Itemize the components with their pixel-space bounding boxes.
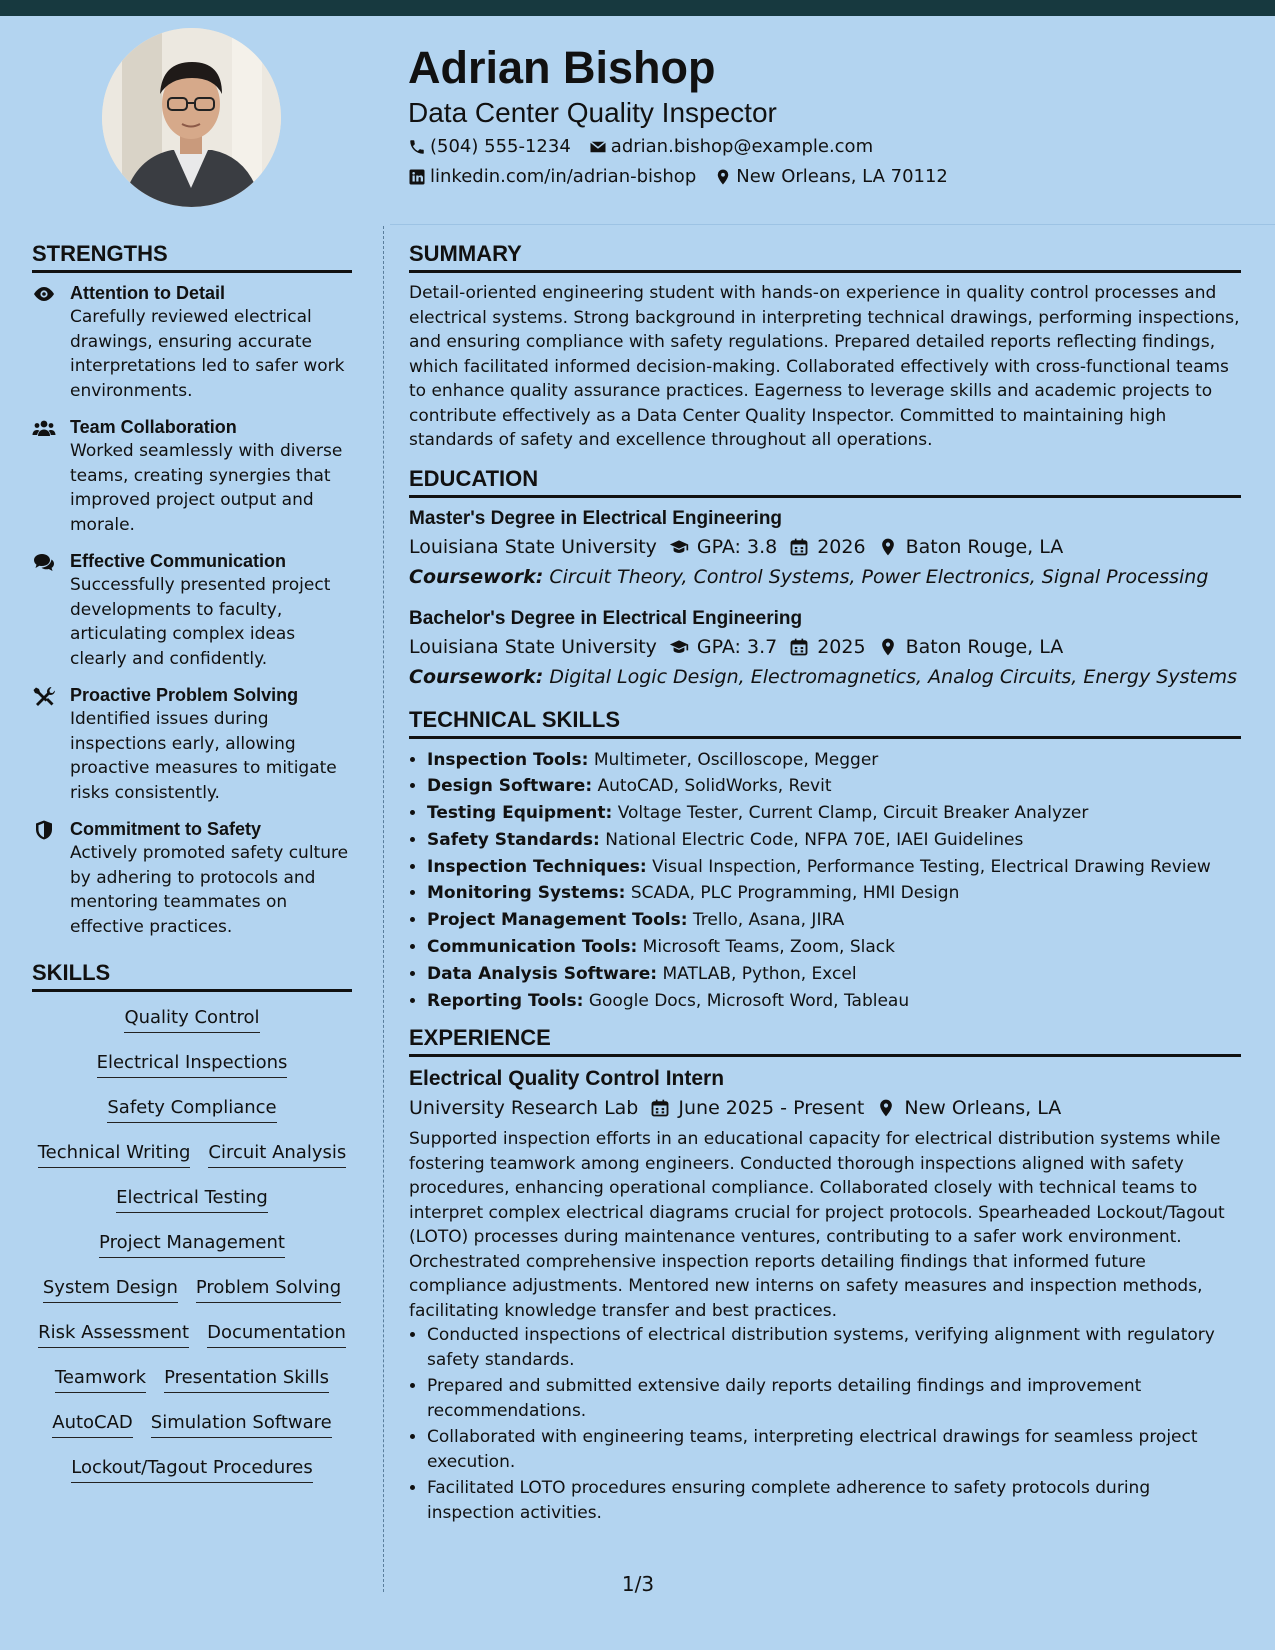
experience-bullet: • Prepared and submitted extensive daily reports detailing findings and improvement recommendations. xyxy=(427,1374,1241,1423)
skill-row xyxy=(32,1231,352,1276)
contact-row-2 xyxy=(408,164,1248,190)
technical-skill-label: Design Software: xyxy=(427,776,593,797)
strength-description: Successfully presented project developments to faculty, articulating complex ideas clearly and confidently. xyxy=(70,575,331,669)
strength-item xyxy=(32,549,352,671)
resume-header xyxy=(408,40,1248,190)
map-pin-icon xyxy=(876,1098,896,1118)
calendar-icon xyxy=(789,637,809,657)
school-location xyxy=(878,532,1064,562)
technical-skill-label: Project Management Tools: xyxy=(427,910,688,931)
skill-tag: Lockout/Tagout Procedures xyxy=(71,1456,312,1483)
year-text: 2026 xyxy=(817,535,866,558)
organization: University Research Lab xyxy=(409,1097,639,1120)
skill-row xyxy=(32,1096,352,1141)
graduation-year xyxy=(789,632,865,662)
strength-description: Worked seamlessly with diverse teams, creating synergies that improved project output and morale. xyxy=(70,441,343,535)
skill-tag: Documentation xyxy=(207,1321,346,1348)
education-meta xyxy=(409,532,1241,562)
strength-title: Team Collaboration xyxy=(70,417,237,437)
location-text: New Orleans, LA xyxy=(904,1097,1062,1120)
strength-title: Proactive Problem Solving xyxy=(70,685,299,705)
degree-title: Bachelor's Degree in Electrical Engineering xyxy=(409,607,803,629)
contact-linkedin xyxy=(408,164,696,190)
strength-body xyxy=(70,281,352,403)
technical-skill-value: SCADA, PLC Programming, HMI Design xyxy=(630,883,960,904)
technical-skill-item xyxy=(427,747,1241,774)
technical-skill-label: Monitoring Systems: xyxy=(427,883,626,904)
gpa xyxy=(669,532,777,562)
strength-item xyxy=(32,683,352,805)
skill-row xyxy=(32,1006,352,1051)
coursework-label: Coursework: xyxy=(409,565,544,588)
technical-skill-label: Inspection Tools: xyxy=(427,749,589,770)
graduation-cap-icon xyxy=(669,637,689,657)
header-divider xyxy=(390,224,1275,225)
job-title: Data Center Quality Inspector xyxy=(408,97,777,128)
year-text: 2025 xyxy=(817,635,866,658)
column-divider xyxy=(383,226,384,1592)
calendar-icon xyxy=(650,1098,670,1118)
position-title: Electrical Quality Control Intern xyxy=(409,1067,725,1091)
strength-body xyxy=(70,817,352,939)
shield-icon xyxy=(32,817,70,939)
skill-tag: Quality Control xyxy=(124,1006,259,1033)
experience-list xyxy=(409,1065,1241,1525)
skill-tag: Technical Writing xyxy=(38,1141,191,1168)
candidate-name: Adrian Bishop xyxy=(408,42,716,93)
skill-tag: Circuit Analysis xyxy=(208,1141,346,1168)
technical-skills-heading: TECHNICAL SKILLS xyxy=(409,706,1241,739)
technical-skill-label: Data Analysis Software: xyxy=(427,963,658,984)
users-icon xyxy=(32,415,70,537)
coursework-list: Circuit Theory, Control Systems, Power Electronics, Signal Processing xyxy=(549,565,1209,588)
technical-skill-item xyxy=(427,854,1241,881)
gpa-text: GPA: 3.7 xyxy=(696,635,778,658)
profile-photo xyxy=(102,28,281,207)
calendar-icon xyxy=(789,537,809,557)
profile-photo-illustration xyxy=(102,28,281,207)
skill-tag: Presentation Skills xyxy=(164,1366,329,1393)
technical-skill-item xyxy=(427,988,1241,1015)
contact-phone xyxy=(408,134,571,160)
skill-row xyxy=(32,1186,352,1231)
technical-skill-item xyxy=(427,880,1241,907)
location-text: Baton Rouge, LA xyxy=(905,635,1064,658)
degree-title: Master's Degree in Electrical Engineering xyxy=(409,507,783,529)
email-link[interactable]: adrian.bishop@example.com xyxy=(610,136,874,157)
skill-tag: Simulation Software xyxy=(151,1411,332,1438)
technical-skill-label: Reporting Tools: xyxy=(427,990,584,1011)
skill-row xyxy=(32,1321,352,1366)
eye-icon xyxy=(32,281,70,403)
strength-item xyxy=(32,281,352,403)
strength-body xyxy=(70,549,352,671)
map-pin-icon xyxy=(878,537,898,557)
experience-bullet: • Facilitated LOTO procedures ensuring complete adherence to safety protocols during inspection activities. xyxy=(427,1476,1241,1525)
school-name: Louisiana State University xyxy=(409,535,657,558)
experience-bullet: • Conducted inspections of electrical distribution systems, verifying alignment with regulatory safety standards. xyxy=(427,1323,1241,1372)
graduation-cap-icon xyxy=(669,537,689,557)
linkedin-link[interactable]: linkedin.com/in/adrian-bishop xyxy=(430,166,697,187)
strengths-list xyxy=(32,281,352,939)
coursework-label: Coursework: xyxy=(409,665,544,688)
education-entry xyxy=(409,606,1241,692)
technical-skill-item xyxy=(427,907,1241,934)
location-text: Baton Rouge, LA xyxy=(905,535,1064,558)
date-range xyxy=(650,1093,864,1123)
skill-tag: Teamwork xyxy=(55,1366,146,1393)
skill-row xyxy=(32,1366,352,1411)
tools-icon xyxy=(32,683,70,805)
technical-skill-label: Testing Equipment: xyxy=(427,803,613,824)
coursework-list: Digital Logic Design, Electromagnetics, Analog Circuits, Energy Systems xyxy=(549,665,1238,688)
strength-body xyxy=(70,415,352,537)
top-bar xyxy=(0,0,1275,16)
school-name: Louisiana State University xyxy=(409,635,657,658)
strength-item xyxy=(32,817,352,939)
strength-body xyxy=(70,683,352,805)
strength-title: Commitment to Safety xyxy=(70,819,262,839)
technical-skill-value: Visual Inspection, Performance Testing, Electrical Drawing Review xyxy=(652,856,1211,877)
skill-row xyxy=(32,1276,352,1321)
strength-description: Carefully reviewed electrical drawings, ensuring accurate interpretations led to safer work environments. xyxy=(70,307,345,401)
gpa-text: GPA: 3.8 xyxy=(696,535,778,558)
dates-text: June 2025 - Present xyxy=(678,1097,865,1120)
experience-heading: EXPERIENCE xyxy=(409,1024,1241,1057)
education-list xyxy=(409,506,1241,692)
technical-skill-item xyxy=(427,961,1241,988)
summary-heading: SUMMARY xyxy=(409,240,1241,273)
strength-title: Effective Communication xyxy=(70,551,287,571)
left-column xyxy=(32,240,352,1501)
strength-item xyxy=(32,415,352,537)
skill-row xyxy=(32,1456,352,1501)
skill-tag: AutoCAD xyxy=(52,1411,133,1438)
phone-text[interactable]: (504) 555-1234 xyxy=(430,136,571,157)
education-entry xyxy=(409,506,1241,592)
technical-skill-label: Inspection Techniques: xyxy=(427,856,647,877)
school-location xyxy=(878,632,1064,662)
page-indicator: 1/3 xyxy=(621,1572,655,1596)
technical-skill-value: AutoCAD, SolidWorks, Revit xyxy=(597,776,832,797)
strength-title: Attention to Detail xyxy=(70,283,225,303)
strength-description: Actively promoted safety culture by adhering to protocols and mentoring teammates on effective practices. xyxy=(70,843,349,937)
skill-row xyxy=(32,1051,352,1096)
skill-row xyxy=(32,1141,352,1186)
skill-tag: System Design xyxy=(43,1276,178,1303)
technical-skill-value: Voltage Tester, Current Clamp, Circuit Breaker Analyzer xyxy=(617,803,1089,824)
skill-tag: Safety Compliance xyxy=(107,1096,276,1123)
skill-tag: Project Management xyxy=(99,1231,285,1258)
summary-text: Detail-oriented engineering student with hands-on experience in quality control processes and electrical systems. Strong background in interpreting technical drawings, performing inspections, and ensuring compliance with safety regulations. Prepared detailed reports reflecting findings, which facilitated informed decision-making. Collaborated effectively with cross-functional teams to enhance quality assurance practices. Eagerness to leverage skills and academic projects to contribute effectively as a Data Center Quality Inspector. Committed to maintaining high standards of safety and excellence throughout all operations. xyxy=(409,283,1240,450)
technical-skill-item xyxy=(427,773,1241,800)
right-column xyxy=(409,240,1241,1527)
skill-tag: Problem Solving xyxy=(196,1276,341,1303)
skill-row xyxy=(32,1411,352,1456)
location-text: New Orleans, LA 70112 xyxy=(736,166,948,187)
contact-email xyxy=(589,134,873,160)
coursework xyxy=(409,562,1241,592)
technical-skill-value: Multimeter, Oscilloscope, Megger xyxy=(593,749,879,770)
contact-row-1 xyxy=(408,134,1248,160)
envelope-icon xyxy=(589,138,607,156)
skill-tag: Risk Assessment xyxy=(38,1321,189,1348)
coursework xyxy=(409,662,1241,692)
experience-entry xyxy=(409,1065,1241,1525)
technical-skill-value: Microsoft Teams, Zoom, Slack xyxy=(642,937,895,958)
contact-location xyxy=(714,164,948,190)
experience-bullet: • Collaborated with engineering teams, interpreting electrical drawings for seamless project execution. xyxy=(427,1425,1241,1474)
technical-skill-value: MATLAB, Python, Excel xyxy=(662,963,857,984)
linkedin-icon xyxy=(408,168,426,186)
graduation-year xyxy=(789,532,865,562)
strengths-heading: STRENGTHS xyxy=(32,240,352,273)
map-pin-icon xyxy=(878,637,898,657)
strength-description: Identified issues during inspections early, allowing proactive measures to mitigate risks consistently. xyxy=(70,709,337,803)
education-meta xyxy=(409,632,1241,662)
technical-skill-label: Safety Standards: xyxy=(427,829,600,850)
experience-description: Supported inspection efforts in an educational capacity for electrical distribution systems while fostering teamwork among engineers. Conducted thorough inspections aligned with safety procedures, enhancing operational compliance. Collaborated closely with technical teams to interpret complex electrical diagrams crucial for project protocols. Spearheaded Lockout/Tagout (LOTO) processes during maintenance ventures, contributing to a safer work environment. Orchestrated comprehensive inspection reports detailing findings that informed future compliance adjustments. Mentored new interns on safety measures and inspection methods, facilitating knowledge transfer and best practices. xyxy=(409,1129,1225,1321)
technical-skill-item xyxy=(427,800,1241,827)
technical-skill-item xyxy=(427,934,1241,961)
skill-tag: Electrical Inspections xyxy=(97,1051,288,1078)
technical-skill-value: Trello, Asana, JIRA xyxy=(692,910,845,931)
comments-icon xyxy=(32,549,70,671)
skills-heading: SKILLS xyxy=(32,959,352,992)
skill-tag: Electrical Testing xyxy=(116,1186,268,1213)
technical-skill-value: Google Docs, Microsoft Word, Tableau xyxy=(588,990,910,1011)
experience-bullets xyxy=(409,1323,1241,1525)
phone-icon xyxy=(408,138,426,156)
education-heading: EDUCATION xyxy=(409,465,1241,498)
technical-skill-item xyxy=(427,827,1241,854)
gpa xyxy=(669,632,777,662)
skills-list xyxy=(32,1000,352,1501)
technical-skill-label: Communication Tools: xyxy=(427,937,638,958)
experience-location xyxy=(876,1093,1061,1123)
technical-skill-value: National Electric Code, NFPA 70E, IAEI Guidelines xyxy=(605,829,1024,850)
technical-skills-list xyxy=(409,747,1241,1015)
map-pin-icon xyxy=(714,168,732,186)
experience-meta xyxy=(409,1093,1241,1123)
